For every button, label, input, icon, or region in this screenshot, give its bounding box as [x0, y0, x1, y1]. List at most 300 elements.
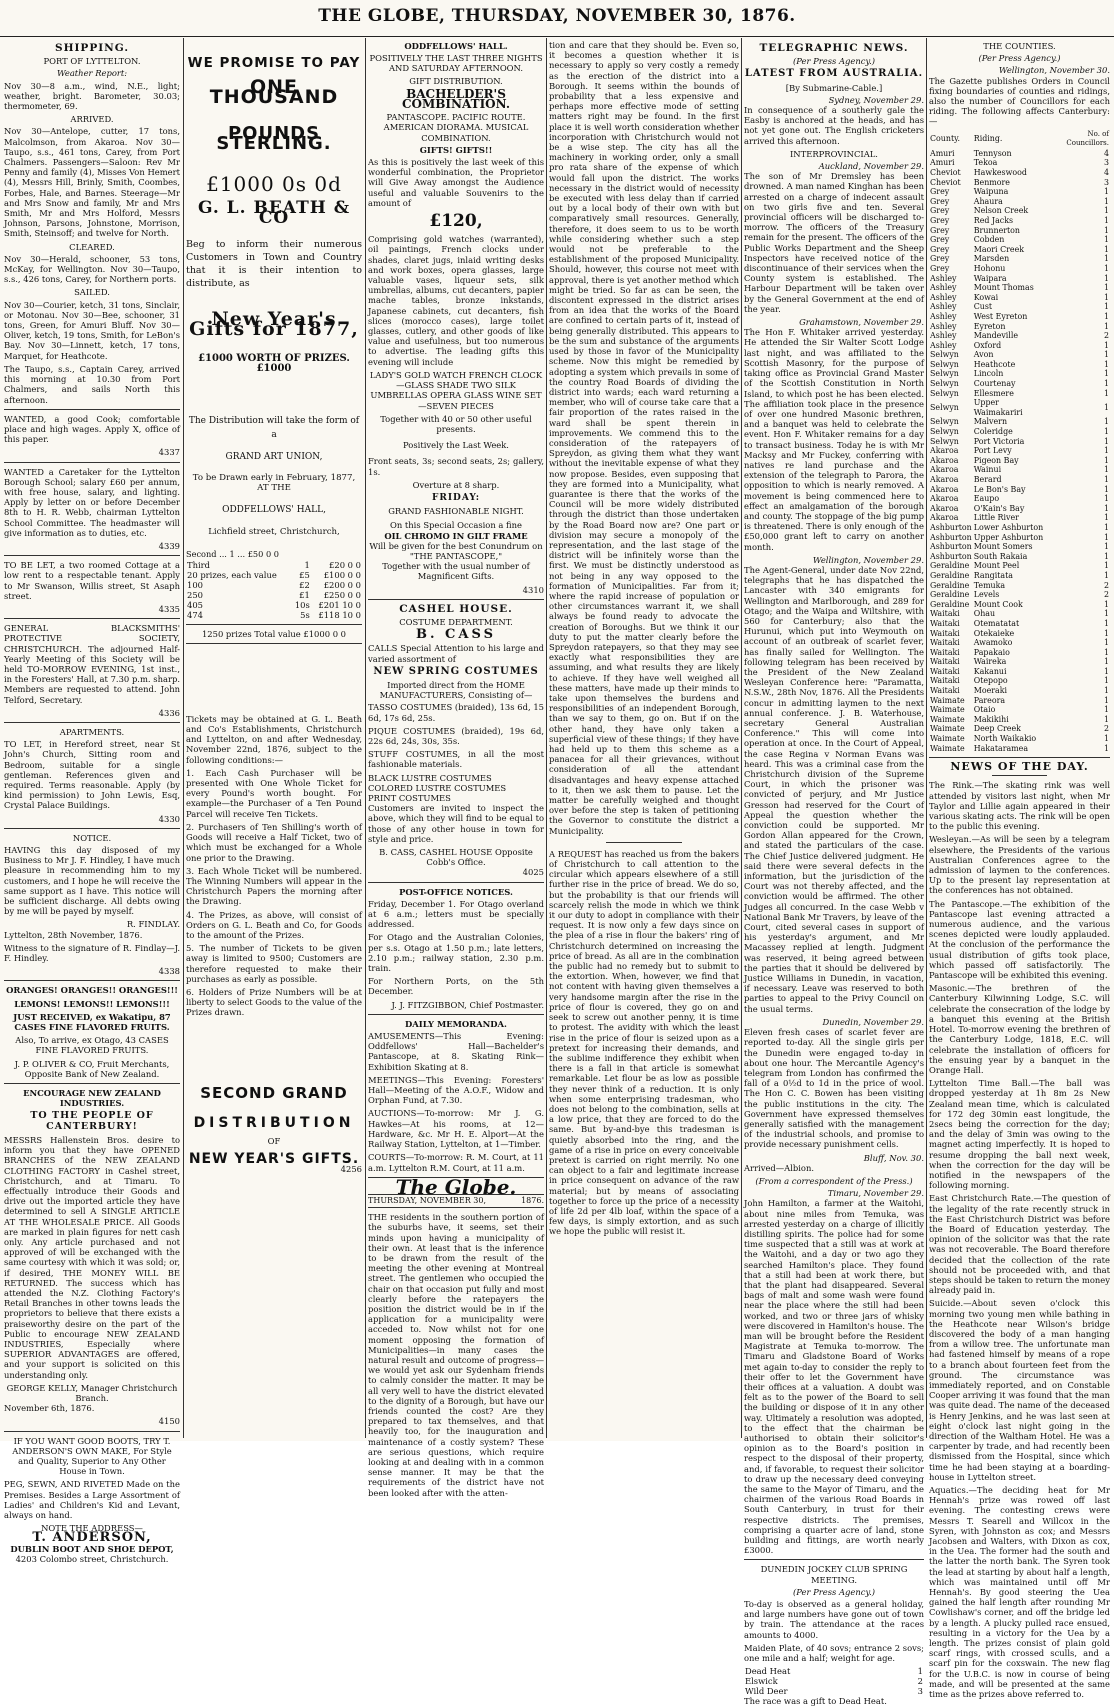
county-row — [929, 648, 1110, 658]
riding-name: Pareora — [973, 695, 1006, 705]
county-name: Ashley — [930, 340, 957, 350]
riding-name: West Eyreton — [973, 311, 1028, 321]
county-name: Geraldine — [930, 599, 970, 609]
county-row — [929, 245, 1110, 255]
notice-text: HAVING this day disposed of my Business to Mr J. F. Hindley, I have much pleasure in recommending him to my customers, and I hope he will receive the same support as I have. This notice will be sufficient discharge. All debts owing by me will be payed by myself. — [4, 845, 180, 917]
leading-gifts: LADY'S GOLD WATCH FRENCH CLOCK—GLASS SHADE TWO SILK UMBRELLAS OPERA GLASS WINE SET—SEVEN PIECES — [369, 369, 543, 411]
county-row — [929, 254, 1110, 264]
riding-name: Eaupo — [973, 494, 1000, 504]
press-agency: (Per Press Agency.) — [793, 56, 875, 67]
shipping-heading: SHIPPING. — [55, 42, 129, 54]
tasso-line: TASSO COSTUMES (braided), 13s 6d, 15 6d, 17s 6d, 25s. — [368, 702, 544, 723]
conditions-list — [186, 768, 362, 1018]
councillor-count: 1 — [1103, 465, 1109, 475]
riding-name: Mount Cook — [973, 599, 1023, 609]
cashel-heading: CASHEL HOUSE. — [399, 602, 513, 615]
county-row — [929, 724, 1110, 734]
county-row — [929, 696, 1110, 706]
county-name: Amuri — [930, 158, 955, 168]
county-row — [929, 322, 1110, 332]
riding-name: Benmore — [973, 177, 1010, 187]
divider — [186, 624, 362, 625]
riding-name: Ellesmere — [973, 388, 1014, 398]
riding-name: Kakanui — [973, 666, 1007, 676]
councillor-count: 1 — [1103, 455, 1109, 465]
condition-item: 4. The Prizes, as above, will consist of Orders on G. L. Beath and Co, for Goods to the amount of the Prizes. — [186, 909, 362, 940]
prize-total-value: £118 10 0 — [318, 609, 361, 620]
globe-title: The Globe. — [395, 1174, 517, 1199]
ad-number: 4310 — [522, 584, 544, 595]
county-name: Grey — [930, 225, 950, 235]
county-name: Geraldine — [930, 561, 970, 571]
weather-heading: Weather Report: — [56, 68, 128, 79]
worth-prizes: £1000 WORTH OF PRIZES. £1000 — [198, 353, 350, 375]
county-row — [929, 571, 1110, 581]
county-name: Waitaki — [930, 676, 960, 686]
riding-name: Otematatat — [973, 618, 1020, 628]
riding-name: Upper Ashburton — [973, 532, 1044, 542]
auctions: AUCTIONS—To-morrow: Mr J. G. Hawkes—At his rooms, at 12—Hardware, &c. Mr H. E. Alport—At the Railway Station, Lyttelton, at 1—Timber. — [368, 1108, 544, 1150]
latest-australia: LATEST FROM AUSTRALIA. — [744, 68, 924, 80]
county-name: Waimate — [930, 724, 965, 734]
divider — [4, 462, 180, 463]
editorial-dateline — [368, 1194, 544, 1208]
grand-art-union: GRAND ART UNION, — [225, 452, 323, 463]
county-name: Ashburton — [930, 551, 972, 561]
county-name: Waitaki — [930, 666, 960, 676]
county-row — [929, 389, 1110, 399]
comprising-text: Comprising gold watches (warranted), oil paintings, French clocks under shades, claret jugs, inlaid writing desks and work boxes, opera glasses, large valuable vases, liqueur sets, silk umbrellas, albums, cut decanters, papier mache tables, bronze inkstands, Japanese cabinets, cut decanters, fish slices (morocco cases), large toilet glasses, cutlery, and other goods of like value and usefulness, but too numerous to advertise. The leading gifts this evening will include — [368, 234, 544, 367]
ad-to-let: TO BE LET, a two roomed Cottage at a low rent to a respectable tenant. Apply to Mr Swanson, Willis street, St Asaph street. — [4, 560, 180, 601]
county-row — [929, 331, 1110, 341]
apartments-heading: APARTMENTS. — [59, 726, 125, 737]
county-name: Ashburton — [930, 522, 972, 532]
gifts-text: As this is positively the last week of this wonderful combination, the Proprietor will Give Away amongst the Audience useful and valuable Souvenirs to the amount of — [368, 157, 544, 208]
county-row — [929, 312, 1110, 322]
county-name: Geraldine — [930, 580, 970, 590]
councillor-count: 1 — [1103, 379, 1109, 389]
press-agency: (Per Press Agency.) — [978, 53, 1061, 64]
oliver-co: J. P. OLIVER & CO, Fruit Merchants, Opposite Bank of New Zealand. — [14, 1058, 170, 1079]
county-name: Waimate — [930, 705, 965, 715]
friday-heading: FRIDAY: — [431, 492, 481, 503]
prize-total-value: £20 0 0 — [329, 559, 361, 570]
wellington-news: The Agent-General, under date Nov 22nd, telegraphs that he has dispatched the Lancaster with 340 emigrants for Wellington and Marlborough, and 289 for Otago; and the Waipa and Wiltshire, with 560 for Canterbury; also that the Hurunui, which put into Weymouth on account of an outbreak of scarlet fever, has finally sailed for Wellington. The following telegram has been received by the President of the New Zealand Wesleyan Conference here: "Paramatta, N.S.W., 28th Nov, 1876. All the Presidents concur in admitting laymen to the next annual conference. J. B. Waterhouse, secretary General Australian Conference." This will come into operation at once. In the Court of Appeal, the case Regina v Norman Evans was heard. This was a criminal case from the Christchurch division of the Supreme Court, in which the prisoner was convicted of perjury, and Mr Justice Gresson had reserved for the Court of Appeal the question whether the conviction could be supported. Mr Gordon Allan appeared for the Crown, and stated the particulars of the case. The Chief Justice delivered judgment. He said there were several defects in the information, but the jurisdiction of the Court was not thereby affected, and the conviction would be affirmed. The other Judges all concurred. In the case Webb v National Bank Mr Travers, by leave of the Court, cited several cases in support of his yesterday's argument, and Mr Macassey replied at length. Judgment was reserved, it being agreed between the parties that it should be delivered by Justice Williams in Dunedin, in vacation, if necessary. Leave was reserved to both parties to appeal to the Privy Council on the usual terms. — [744, 564, 924, 1014]
masthead — [0, 0, 1114, 37]
councillor-count: 1 — [1103, 273, 1109, 283]
condition-item: 5. The number of Tickets to be given away is limited to 9500; Customers are therefore requested to make their purchases as early as possible. — [186, 943, 362, 984]
divider — [992, 775, 1046, 776]
riding-name: Tennyson — [973, 148, 1012, 158]
also-arrive: Also, To arrive, ex Otago, 43 CASES FINE FLAVORED FRUITS. — [15, 1035, 169, 1056]
county-name: Ashburton — [930, 542, 972, 552]
customers-text: Customers are invited to inspect the above, which they will find to be equal to those of any other house in town for style and price. — [368, 803, 544, 844]
councillor-count: 1 — [1103, 215, 1109, 225]
county-row — [929, 609, 1110, 619]
amusements: AMUSEMENTS—This Evening: Oddfellows' Hall—Bachelder's Pantascope, at 8. Skating Rink—Exhibition Skating at 8. — [368, 1031, 544, 1072]
together-text: Together with 40 or 50 other useful presents. — [380, 413, 532, 434]
county-row — [929, 197, 1110, 207]
county-name: Waitaki — [930, 647, 960, 657]
divider — [4, 722, 180, 723]
county-row — [929, 600, 1110, 610]
county-name: Waimate — [930, 743, 965, 753]
riding-name: Waipara — [973, 273, 1007, 283]
riding-name: Makikihi — [973, 714, 1009, 724]
auckland-news: The son of Mr Dremsley has been drowned. A man named Kinghan has been arrested on a charge of indecent assault on two girls five and ten. Several provincial officers will be discharged to-morrow. The officers of the Treasury remain for the present. The officers of the Public Works Department and the Sheep Inspectors have received notice of the discontinuance of their services when the County system is established. The Harbour Department will be taken over by the General Government at the end of the year. — [744, 171, 924, 314]
counties-intro: The Gazette publishes Orders in Council fixing boundaries of counties and ridings, also the number of Councillors for each riding. The following affects Canterbury:— — [929, 75, 1110, 127]
riding-name: North Waikakio — [973, 734, 1037, 744]
riding-name: Red Jacks — [973, 215, 1014, 225]
riding-name: Waipuna — [973, 187, 1009, 197]
county-name: Grey — [930, 263, 950, 273]
county-name: Selwyn — [930, 388, 959, 398]
taupo-note: The Taupo, s.s., Captain Carey, arrived this morning at 10.30 from Port Chalmers, and sails North this afternoon. — [4, 363, 180, 405]
county-row — [929, 158, 1110, 168]
county-name: Grey — [930, 244, 950, 254]
councillor-count: 1 — [1103, 686, 1109, 696]
councillor-count: 4 — [1103, 148, 1109, 158]
councillor-count: 4 — [1103, 168, 1109, 177]
of-word: OF — [267, 1135, 281, 1146]
councillor-count: 1 — [1103, 403, 1109, 413]
county-name: Akaroa — [930, 503, 959, 513]
riding-name: Papakaio — [973, 647, 1010, 657]
news-heading: NEWS OF THE DAY. — [950, 760, 1089, 774]
county-row — [929, 638, 1110, 648]
ad-blacksmiths: GENERAL BLACKSMITHS' PROTECTIVE SOCIETY, CHRISTCHURCH. The adjourned Half-Yearly Meeting of this Society will be held TO-MORROW EVENING, 1st inst., in the Foresters' Hall, at 7.30 p.m. sharp. Members are requested to attend. John Telford, Secretary. — [4, 623, 180, 705]
county-row — [929, 504, 1110, 514]
ad-wanted-cook: WANTED, a good Cook; comfortable place and high wages. Apply X, office of this paper. — [4, 413, 180, 445]
councillor-count: 1 — [1103, 513, 1109, 523]
prize-label: Third — [187, 559, 211, 570]
column-rule — [926, 38, 927, 1438]
last-week: Positively the Last Week. — [403, 440, 509, 451]
news-time-ball: Lyttelton Time Ball.—The ball was dropped yesterday at 1h 8m 2s New Zealand mean time, which is calculated for 172 deg 30min east longitude, the 2secs being the correction for the day; and the delay of 3min was owing to the magnet acting imperfectly. It is hoped to resume dropping the ball next week, when the correction for the day will be notified in the newspapers of the following morning. — [929, 1078, 1110, 1191]
county-row — [929, 302, 1110, 312]
councillor-count: 1 — [1103, 350, 1109, 360]
councillor-count: 1 — [1103, 235, 1109, 245]
divider — [368, 1014, 544, 1015]
prize-label: 474 — [187, 609, 203, 620]
oddfellows-hall: ODDFELLOWS' HALL, — [222, 505, 326, 516]
councillor-count: 1 — [1103, 503, 1109, 513]
divider — [929, 757, 1110, 758]
news-pantascope: The Pantascope.—The exhibition of the Pantascope last evening attracted a numerous audience, and the various scenes depicted were loudly applauded. At the conclusion of the performance the usual distribution of gifts took place, which passed off satisfactorily. The Pantascope will be exhibited this evening. — [929, 898, 1110, 981]
calls-text: CALLS Special Attention to his large and varied assortment of — [368, 643, 544, 664]
race-row — [744, 1666, 924, 1676]
counties-heading: THE COUNTIES. — [983, 41, 1056, 51]
distribution-word: DISTRIBUTION — [193, 1114, 355, 1131]
councillor-count: 1 — [1103, 484, 1109, 494]
county-row — [929, 629, 1110, 639]
prize-total-value: £250 0 0 — [323, 589, 361, 600]
riding-name: Pigeon Bay — [973, 455, 1019, 465]
header-councillors: No. of Councillors. — [1066, 129, 1109, 148]
county-name: Akaroa — [930, 446, 959, 456]
seat-prices: Front seats, 3s; second seats, 2s; gallery, 1s. — [368, 456, 544, 477]
county-name: Amuri — [930, 148, 955, 158]
councillor-count: 1 — [1103, 187, 1109, 197]
masthead-title: THE GLOBE, THURSDAY, NOVEMBER 30, 1876. — [318, 6, 796, 26]
press-agency: (Per Press Agency.) — [793, 1586, 875, 1597]
county-name: Ashley — [930, 292, 957, 302]
riding-name: Maori Creek — [973, 244, 1025, 254]
pounds-sterling: POUNDS STERLING. — [216, 122, 332, 154]
county-row — [929, 465, 1110, 475]
prize-row — [186, 570, 362, 580]
county-name: Waitaki — [930, 686, 960, 696]
county-row — [929, 475, 1110, 485]
horse-place: 1 — [917, 1666, 923, 1677]
county-row — [929, 264, 1110, 274]
race-results — [744, 1666, 924, 1696]
prize-total-value: £200 0 0 — [323, 579, 361, 590]
tickets-text: Tickets may be obtained at G. L. Beath and Co's Establishments, Christchurch and Lyttelton, on and after Wednesday, November 22nd, 1876, subject to the following conditions:— — [186, 713, 362, 765]
bluff-news: Arrived—Albion. — [744, 1162, 815, 1173]
riding-name: Lincoln — [973, 369, 1004, 379]
divider — [186, 643, 362, 644]
to-people: TO THE PEOPLE OF CANTERBURY! — [30, 1110, 154, 1132]
notice-signature: R. FINDLAY. — [126, 919, 180, 930]
councillor-count: 1 — [1103, 666, 1109, 676]
riding-name: Ahaura — [973, 196, 1003, 206]
county-name: Akaroa — [930, 494, 959, 504]
header-riding: Riding. — [973, 134, 1003, 144]
councillor-count: 1 — [1103, 196, 1109, 206]
county-row — [929, 485, 1110, 495]
oddfellows-heading: ODDFELLOWS' HALL. — [404, 41, 508, 51]
county-row — [929, 744, 1110, 754]
divider — [4, 618, 180, 619]
dunedin-news: Eleven fresh cases of scarlet fever are reported to-day. All the single girls per the Dunedin were engaged to-day in about one hour. The Mercantile Agency's telegram from London has confirmed the fall of a 0½d to 1d in the price of wool. The Hon C. C. Bowen has been visiting the public institutions in the city. The Government have expressed themselves generally satisfied with the management of the industrial schools, and promise to provide necessary punishment cells. — [744, 1027, 924, 1150]
councillor-count: 1 — [1103, 494, 1109, 504]
riding-name: Tekoa — [973, 158, 998, 168]
prize-row — [186, 590, 362, 600]
stuff-line: STUFF COSTUMES, in all the most fashionable materials. — [368, 749, 544, 770]
county-name: Selwyn — [930, 379, 959, 389]
county-name: Cheviot — [930, 168, 961, 177]
county-row — [929, 552, 1110, 562]
black-lustre: BLACK LUSTRE COSTUMES — [368, 772, 492, 783]
riding-name: Rangitata — [973, 570, 1013, 580]
riding-name: Upper Waimakariri — [973, 398, 1023, 417]
news-rate: East Christchurch Rate.—The question of the legality of the rate recently struck in the East Christchurch District was before the Board of Education yesterday. The opinion of the solicitor was that the rate was not recoverable. The Board therefore decided that the collection of the rate should not be proceeded with, and that steps should be taken to return the money already paid in. — [929, 1193, 1110, 1296]
county-name: Selwyn — [930, 403, 959, 413]
prize-each: £5 — [299, 569, 310, 580]
courts: COURTS—To-morrow: R. M. Court, at 11 a.m. Lyttelton R.M. Court, at 11 a.m. — [368, 1152, 544, 1173]
news-wesleyan: Wesleyan.—As will be seen by a telegram elsewhere, the Presidents of the various Australian Conferences agree to the admission of laymen to the conferences. Up to the present lay representation at the conferences has not obtained. — [929, 834, 1110, 896]
county-row — [929, 274, 1110, 284]
horse-name: Elswick — [745, 1676, 778, 1687]
interprovincial-heading: INTERPROVINCIAL. — [790, 148, 878, 159]
councillor-count: 1 — [1103, 647, 1109, 657]
divider — [4, 1083, 180, 1084]
county-row — [929, 417, 1110, 427]
riding-name: Ohau — [973, 609, 996, 619]
county-name: Akaroa — [930, 475, 959, 484]
race-row — [744, 1676, 924, 1686]
councillor-count: 3 — [1103, 177, 1109, 187]
councillor-count: 2 — [1103, 590, 1109, 600]
pantascope-name: "THE PANTASCOPE," — [409, 550, 503, 561]
county-name: Waimate — [930, 734, 965, 744]
county-row — [929, 619, 1110, 629]
prize-each: 1 — [304, 559, 310, 570]
prize-table — [186, 560, 362, 620]
riding-name: Port Levy — [973, 446, 1012, 456]
submarine-cable: [By Submarine-Cable.] — [785, 82, 883, 93]
county-name: Geraldine — [930, 570, 970, 580]
riding-name: Hawkeswood — [973, 168, 1027, 177]
riding-name: Avon — [973, 350, 994, 360]
councillor-count: 1 — [1103, 532, 1109, 542]
county-row — [929, 427, 1110, 437]
councillor-count: 1 — [1103, 638, 1109, 648]
column-rule — [183, 38, 184, 1438]
dateline-place: Wellington, November 29. — [812, 554, 924, 565]
riding-name: Waireka — [973, 657, 1007, 667]
riding-name: Mount Thomas — [973, 283, 1034, 293]
editorial-text: THE residents in the southern portion of the suburbs have, it seems, set their minds upon having a municipality of their own. At least that is the inference to be drawn from the result of the meeting the other evening at Montreal street. The gentlemen who occupied the chair on that occasion put fully and most clearly before the ratepayers the position the district would be in if the application for a municipality were acceded to. Now whilst not for one moment opposing the formation of Municipalities—in many cases the natural result and outcome of progress—we would yet ask our Sydenham friends to calmly consider the matter. It may be all very well to have the district elevated to the dignity of a Borough, but have our friends counted the cost? Are they prepared to tax themselves, and that heavily too, for the inauguration and maintenance of a costly system? These are serious questions, which require looking at and dealing with in a common sense manner. It may be that the requirements of the district have not been looked after with the atten- — [368, 1212, 544, 1498]
county-name: Ashley — [930, 311, 957, 321]
county-name: Akaroa — [930, 465, 959, 475]
cass-name: B. CASS — [416, 627, 496, 643]
new-years-gifts-footer: NEW YEAR'S GIFTS. — [188, 1151, 360, 1168]
councillor-count: 1 — [1103, 743, 1109, 753]
column-telegraphic — [744, 40, 924, 1706]
notice-witness: Witness to the signature of R. Findlay—J. F. Hindley. — [4, 942, 180, 964]
note-amount: £1000 0s 0d — [206, 172, 342, 197]
councillor-count: 1 — [1103, 254, 1109, 264]
county-name: Grey — [930, 206, 950, 216]
councillor-count: 1 — [1103, 446, 1109, 456]
ad-wanted-caretaker: WANTED a Caretaker for the Lyttelton Borough School; salary £60 per annum, with free house, salary, and lighting. Apply by letter on or before December 8th to H. R. Webb, chairman Lyttelton School Committee. The headmaster will give information as to duties, etc. — [4, 466, 180, 538]
dublin-depot: DUBLIN BOOT AND SHOE DEPOT, — [10, 1543, 174, 1554]
councillor-count: 1 — [1103, 311, 1109, 321]
pique-line: PIQUE COSTUMES (braided), 19s 6d, 22s 6d, 24s, 30s, 35s. — [368, 725, 544, 746]
telegraphic-heading: TELEGRAPHIC NEWS. — [759, 42, 909, 54]
councillor-count: 1 — [1103, 283, 1109, 293]
county-row — [929, 235, 1110, 245]
riding-name: Cust — [973, 302, 993, 312]
county-table — [929, 130, 1110, 754]
councillor-count: 1 — [1103, 321, 1109, 331]
county-row — [929, 715, 1110, 725]
sailed-heading: SAILED. — [74, 287, 110, 298]
county-row — [929, 446, 1110, 456]
councillor-count: 1 — [1103, 263, 1109, 273]
sydney-news: In consequence of a southerly gale the Easby is anchored at the heads, and has not yet gone out. The English cricketers arrived this afternoon. — [744, 105, 924, 146]
divider — [4, 980, 180, 981]
dateline-place: Timaru, November 29. — [827, 1188, 924, 1199]
notice-heading: NOTICE. — [72, 832, 112, 843]
header-county: County. — [930, 134, 961, 144]
race-end: The race was a gift to Dead Heat. — [744, 1696, 887, 1706]
ad-apartments: TO LET, in Hereford street, near St John's Church, Sitting room and Bedroom, suitable for a single gentleman. References given and required. Terms reasonable. Apply (by kind permission) to John Lewis, Esq, Crystal Palace Buildings. — [4, 739, 180, 811]
county-name: Akaroa — [930, 484, 959, 494]
riding-name: Coleridge — [973, 427, 1013, 437]
riding-name: Temuka — [973, 580, 1006, 590]
councillor-count: 1 — [1103, 244, 1109, 254]
ad-number: 4339 — [158, 540, 180, 551]
distribution-form: The Distribution will take the form of a — [188, 416, 360, 441]
county-name: Selwyn — [930, 427, 959, 437]
bread-article: A REQUEST has reached us from the bakers of Christchurch to call attention to the circular which appears elsewhere of a still further rise in the price of bread. We do so, but the probability is that our friends will scarcely relish the mode in which we think it our duty to adopt in compliance with their request. It is now only a few days since on the plea of a rise in flour the bakers' ring of Christchurch determined on increasing the price of bread. As all are in the combination the public had no remedy but to submit to the extortion. When, however, we find that not content with having given themselves a very handsome margin after the rise in the price of flour is covered, they go on and seek to screw out another penny, it is time to protest. The avidity with which the least rise in the price of flour is seized upon as a pretext for increasing their demands, and the sublime indifference they exhibit when there is a fall in that article is somewhat remarkable. Let flour be as low as possible they never think of a reduction. It is only when some enterprising tradesman, who does not belong to the combination, sells at a low price, that they are forced to do the same. But by-and-bye this tradesman is quietly absorbed into the ring, and the game of a rise in price on every conceivable pretext is carried on right merrily. No one can object to a fair and legitimate increase in price consequent on advance of the raw material; but by means of associating together to force up the price of a necessity of life 2d per 4lb loaf, within the space of a few days, is simply extortion, and as such we hope the public will resist it. — [549, 848, 739, 1237]
prize-each: £2 — [299, 579, 310, 590]
memoranda-heading: DAILY MEMORANDA. — [405, 1018, 507, 1029]
prize-row — [186, 600, 362, 610]
councillor-count: 1 — [1103, 206, 1109, 216]
riding-name: Hohonu — [973, 263, 1006, 273]
news-rink: The Rink.—The skating rink was well attended by visitors last night, when Mr Taylor and Lillie again appeared in their various skating acts. The rink will be open to the public this evening. — [929, 780, 1110, 832]
county-name: Waitaki — [930, 609, 960, 619]
county-row — [929, 590, 1110, 600]
post-notice: For Northern Ports, on the 5th December. — [368, 976, 544, 997]
timaru-news: John Hamilton, a farmer at the Waitohi, about nine miles from Temuka, was arrested yesterday on a charge of illicitly distilling spirits. The police had for some time suspected that a still was at work at the Waitohi, and a day or two ago they searched Hamilton's place. They found that a still had been at work there, but that the plant had disappeared. Several bags of malt and some wash were found near the place where the still had been worked, and two or three jars of whisky were discovered in Hamilton's house. The man will be brought before the Resident Magistrate at Temuka to-morrow. The Timaru and Gladstone Board of Works met again to-day to consider the reply to their offer to let the Government have their offices at a valuation. A doubt was felt as to the power of the Board to sell the building or dispose of it in any other way. Ultimately a resolution was adopted, to the effect that the chairman be authorised to obtain their solicitor's opinion as to the Board's position in respect to the disposal of their property, and, if favorable, to request their solicitor to draw up the necessary deed conveying the same to the Mayor of Timaru, and the chairmen of the various Road Boards in South Canterbury, in trust for their respective districts. The premises, comprising a quarter acre of land, stone building and fittings, are worth nearly £3000. — [744, 1198, 924, 1556]
condition-item: 3. Each Whole Ticket will be numbered. The Winning Numbers will appear in the Christchurch Papers the morning after the Drawing. — [186, 865, 362, 907]
grahamstown-news: The Hon F. Whitaker arrived yesterday. He attended the Sir Walter Scott Lodge last night, and was affiliated to the Scottish Masonry, for the purpose of taking office as Provincial Grand Master of the Scottish Constitution in North Island, to which post he has been elected. The affiliation took place in the presence of over one hundred Masonic brethren, and a banquet was held to celebrate the event. Hon F. Whitaker remains for a day to transact business. Today he is with Mr Macksy and Mr Fuckey, conferring with natives re land purchase and the extension of the telegraph to Parora, the opposition to which is nearly removed. A movement is being commenced here to effect an amalgamation of the borough and county. The stoppage of the big pump is threatened. There is only enough of the £50,000 grant left to carry on another month. — [744, 327, 924, 552]
divider — [4, 828, 180, 829]
print-costumes: PRINT COSTUMES — [368, 793, 451, 803]
horse-place: 2 — [917, 1676, 923, 1687]
prize-each: 5s — [300, 609, 310, 620]
column-shipping — [4, 40, 180, 1564]
county-name: Waitaki — [930, 628, 960, 638]
county-name: Waimate — [930, 714, 965, 724]
county-row — [929, 379, 1110, 389]
sailed-text: Nov 30—Courier, ketch, 31 tons, Sinclair, or Motonau. Nov 30—Bee, schooner, 31 tons, Green, for Amuri Bluff. Nov 30—Oliver, ketch, 19 tons, Smith, for LeBon's Bay. Nov 30—Linnett, ketch, 17 tons, Marquet, for Heathcote. — [4, 299, 180, 361]
arrived-heading: ARRIVED. — [70, 114, 114, 125]
dateline-left: THURSDAY, NOVEMBER 30, — [368, 1195, 486, 1205]
fashionable-night: GRAND FASHIONABLE NIGHT. — [388, 506, 524, 517]
riding-name: Marsden — [973, 254, 1010, 264]
just-received: JUST RECEIVED, ex Wakatipu, 87 CASES FINE FLAVORED FRUITS. — [13, 1011, 171, 1033]
divider — [4, 555, 180, 556]
prize-label: 405 — [187, 599, 203, 610]
riding-name: Mount Peel — [973, 561, 1020, 571]
prize-second: Second ... 1 ... £50 0 0 — [186, 549, 279, 560]
county-row — [929, 360, 1110, 370]
prize-row — [186, 610, 362, 620]
councillor-count: 1 — [1103, 695, 1109, 705]
county-row — [929, 581, 1110, 591]
county-row — [929, 206, 1110, 216]
county-name: Akaroa — [930, 455, 959, 465]
county-row — [929, 561, 1110, 571]
councillor-count: 1 — [1103, 475, 1109, 484]
firm-name: G. L. BEATH & CO — [197, 198, 351, 229]
overture-time: Overture at 8 sharp. — [412, 479, 500, 490]
riding-name: Lower Ashburton — [973, 522, 1044, 532]
spring-costumes: NEW SPRING COSTUMES — [373, 665, 539, 677]
condition-item: 6. Holders of Prize Numbers will be at liberty to select Goods to the value of the Prizes drawn. — [186, 986, 362, 1018]
county-row — [929, 734, 1110, 744]
divider — [744, 1559, 924, 1560]
riding-name: Kowai — [973, 292, 999, 302]
prize-each: £1 — [299, 589, 310, 600]
county-name: Geraldine — [930, 590, 970, 600]
prize-label: 20 prizes, each value — [187, 569, 277, 580]
post-notice: Friday, December 1. For Otago overland at 6 a.m.; letters must be specially addressed. — [368, 898, 544, 930]
column-rule — [546, 38, 547, 1438]
councillor-count: 1 — [1103, 609, 1109, 619]
county-row — [929, 494, 1110, 504]
county-name: Grey — [930, 187, 950, 197]
usual-gifts: Together with the usual number of Magnificent Gifts. — [382, 561, 530, 582]
county-row — [929, 293, 1110, 303]
divider — [4, 1431, 180, 1432]
